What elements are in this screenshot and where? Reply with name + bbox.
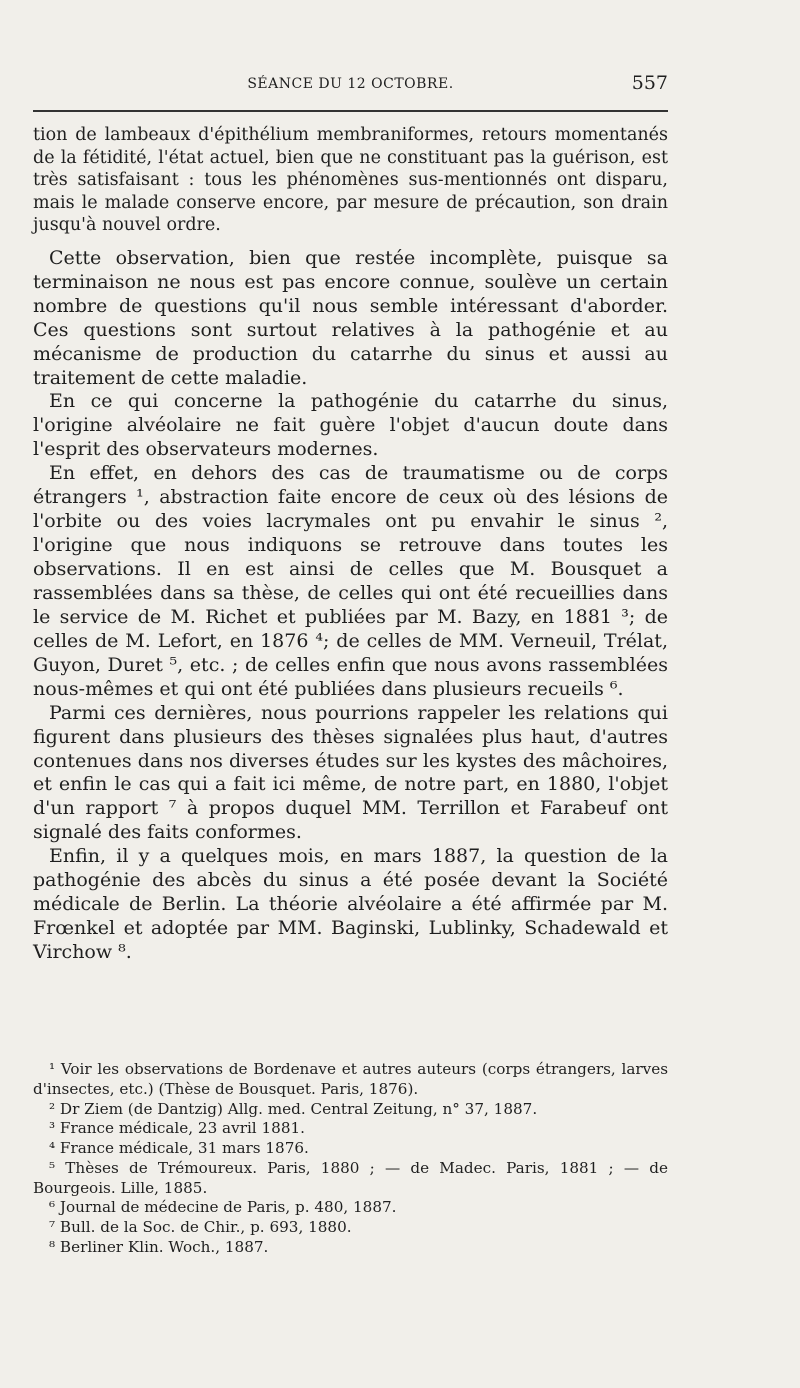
paragraph: En effet, en dehors des cas de traumatisme ou de corps étrangers ¹, abstraction faite encore de ceux où des lésions de l'orbite ou des voies lacrymales ont pu envahir le sinus ², l'origine que nous indiquons se retrouve dans toutes les observations. Il en est ainsi de celles que M. Bousquet a rassemblées dans sa thèse, de celles qui ont été recueillies dans le service de M. Richet et publiées par M. Bazy, en 1881 ³; de celles de M. Lefort, en 1876 ⁴; de celles de MM. Verneuil, Trélat, Guyon, Duret ⁵, etc. ; de celles enfin que nous avons rassemblées nous-mêmes et qui ont été publiées dans plusieurs recueils ⁶. xyxy=(33,462,668,700)
footnote: ⁸ Berliner Klin. Woch., 1887. xyxy=(49,1237,269,1256)
paragraph: Cette observation, bien que restée incomplète, puisque sa terminaison ne nous est pas encore connue, soulève un certain nombre de questions qu'il nous semble intéressant d'aborder. Ces questions sont surtout relatives à la pathogénie et au mécanisme de production du catarrhe du sinus et aussi au traitement de cette maladie. xyxy=(33,246,668,389)
footnote: ⁴ France médicale, 31 mars 1876. xyxy=(49,1139,309,1157)
footnote: ³ France médicale, 23 avril 1881. xyxy=(49,1119,305,1138)
footnote: ⁵ Thèses de Trémoureux. Paris, 1880 ; — de Madec. Paris, 1881 ; — de Bourgeois. Lille, 1885. xyxy=(33,1158,668,1197)
footnote: ¹ Voir les observations de Bordenave et autres auteurs (corps étrangers, larves d'insectes, etc.) (Thèse de Bousquet. Paris, 1876). xyxy=(33,1060,668,1098)
paragraph: Parmi ces dernières, nous pourrions rappeler les relations qui figurent dans plusieurs des thèses signalées plus haut, d'autres contenues dans nos diverses études sur les kystes des mâchoires, et enfin le cas qui a fait ici même, de notre part, en 1880, l'objet d'un rapport ⁷ à propos duquel MM. Terrillon et Farabeuf ont signalé des faits conformes. xyxy=(33,701,668,844)
footnote: ² Dr Ziem (de Dantzig) Allg. med. Central Zeitung, n° 37, 1887. xyxy=(49,1099,538,1118)
paragraph-continuation: tion de lambeaux d'épithélium membraniformes, retours momentanés de la fétidité, l'état actuel, bien que ne constituant pas la guérison, est très satisfaisant : tous les phénomènes sus-mentionnés ont disparu, mais le malade conserve encore, par mesure de précaution, son drain jusqu'à nouvel ordre. xyxy=(33,125,668,236)
header-rule xyxy=(33,110,668,112)
page-header xyxy=(33,72,668,102)
paragraph: Enfin, il y a quelques mois, en mars 1887, la question de la pathogénie des abcès du sinus a été posée devant la Société médicale de Berlin. La théorie alvéolaire a été affirmée par M. Frœnkel et adoptée par MM. Baginski, Lublinky, Schadewald et Virchow ⁸. xyxy=(33,845,668,963)
page-number: 557 xyxy=(631,72,668,94)
body-text xyxy=(33,124,668,965)
footnote: ⁶ Journal de médecine de Paris, p. 480, 1887. xyxy=(49,1198,397,1217)
footnotes xyxy=(33,1060,668,1258)
paragraph: En ce qui concerne la pathogénie du catarrhe du sinus, l'origine alvéolaire ne fait guère l'objet d'aucun doute dans l'esprit des observateurs modernes. xyxy=(33,390,668,461)
running-title: SÉANCE DU 12 OCTOBRE. xyxy=(247,76,454,92)
footnote: ⁷ Bull. de la Soc. de Chir., p. 693, 1880. xyxy=(49,1218,352,1236)
